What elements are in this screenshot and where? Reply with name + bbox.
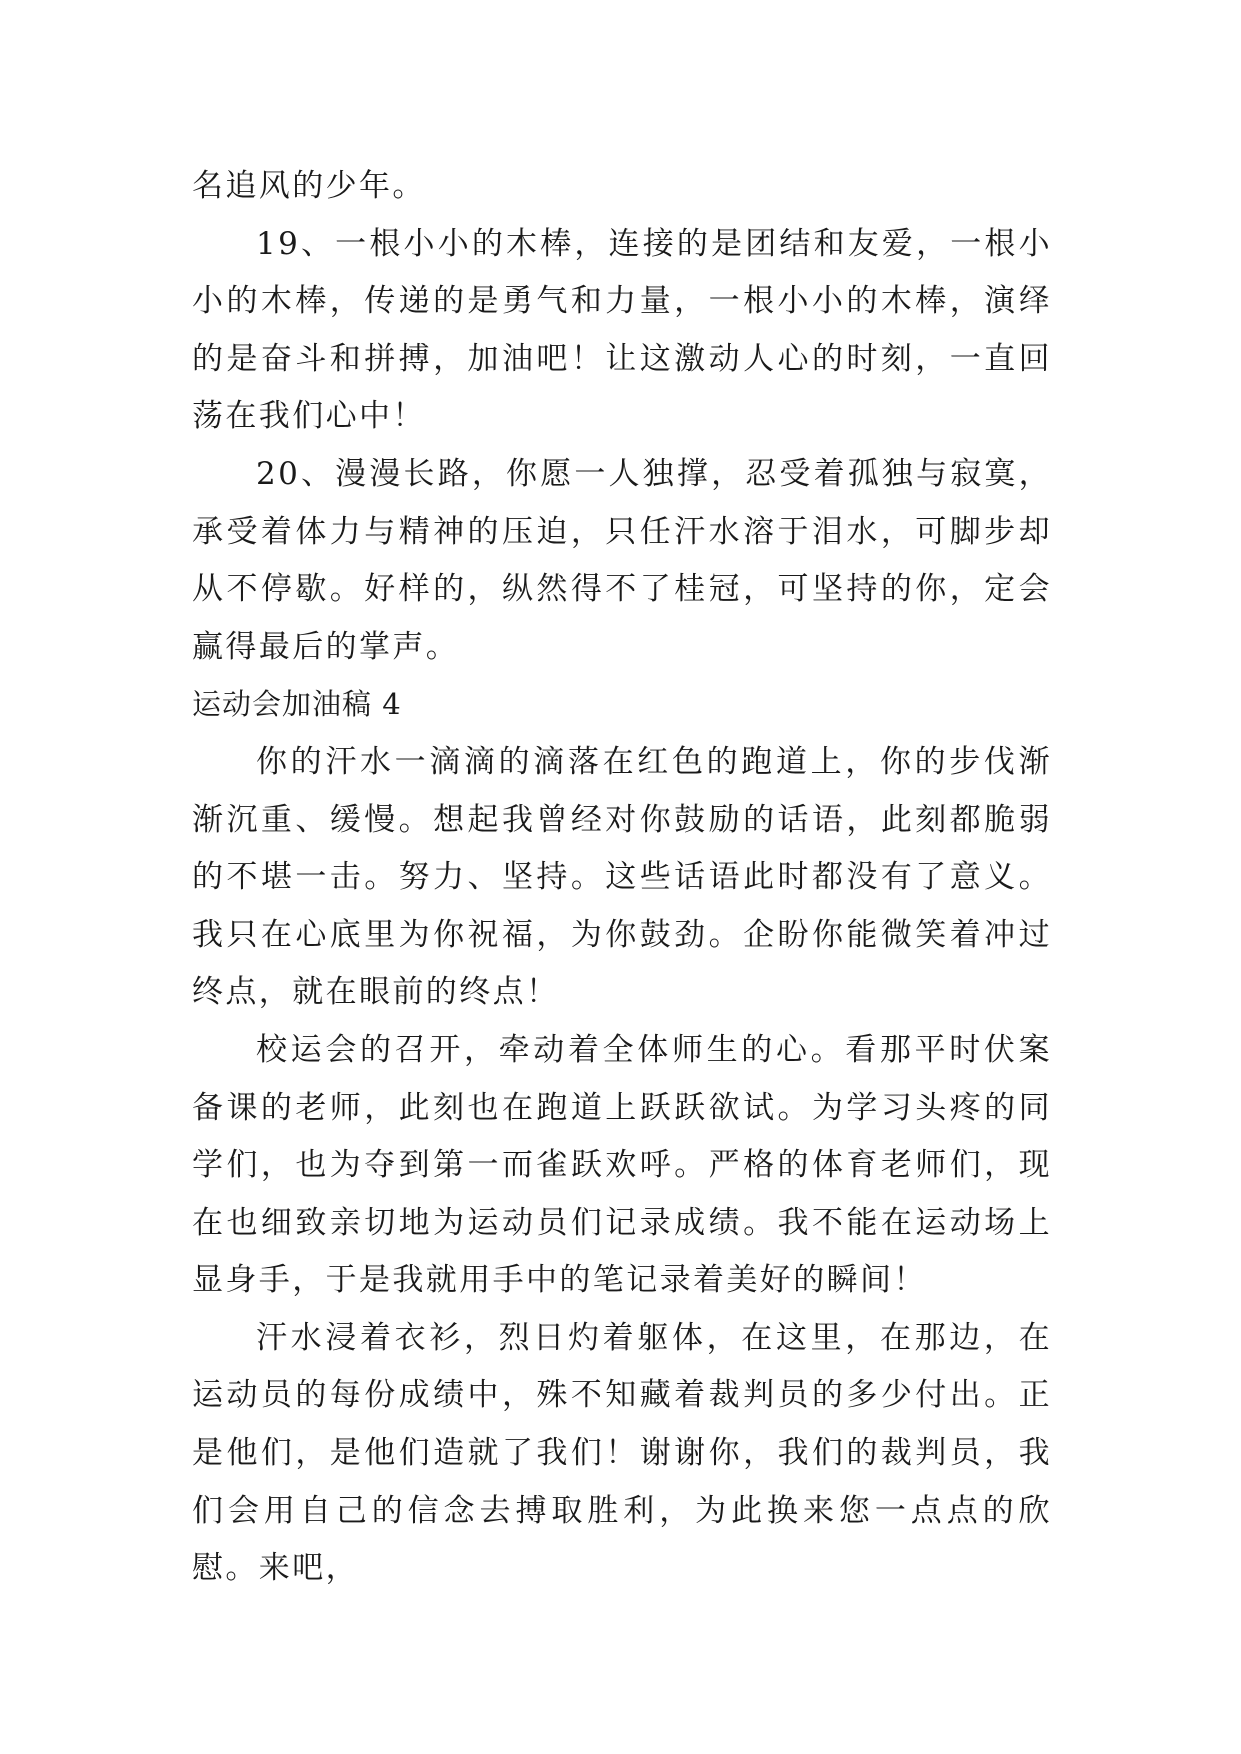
paragraph-item-19: 19、一根小小的木棒，连接的是团结和友爱，一根小小的木棒，传递的是勇气和力量，一根小小的木棒，演绎的是奋斗和拼搏，加油吧！让这激动人心的时刻，一直回荡在我们心中！: [192, 225, 1052, 435]
document-body: [192, 158, 1052, 1598]
paragraph-body-3: 汗水浸着衣衫，烈日灼着躯体，在这里，在那边，在运动员的每份成绩中，殊不知藏着裁判员的多少付出。正是他们，是他们造就了我们！谢谢你，我们的裁判员，我们会用自己的信念去搏取胜利，为此换来您一点点的欣慰。来吧，: [192, 1319, 1052, 1587]
section-heading: 运动会加油稿 4: [192, 687, 402, 722]
paragraph-body-1: 你的汗水一滴滴的滴落在红色的跑道上，你的步伐渐渐沉重、缓慢。想起我曾经对你鼓励的话语，此刻都脆弱的不堪一击。努力、坚持。这些话语此时都没有了意义。我只在心底里为你祝福，为你鼓劲。企盼你能微笑着冲过终点，就在眼前的终点！: [192, 743, 1052, 1011]
paragraph-body-2: 校运会的召开，牵动着全体师生的心。看那平时伏案备课的老师，此刻也在跑道上跃跃欲试。为学习头疼的同学们，也为夺到第一而雀跃欢呼。严格的体育老师们，现在也细致亲切地为运动员们记录成绩。我不能在运动场上显身手，于是我就用手中的笔记录着美好的瞬间！: [192, 1031, 1052, 1299]
paragraph-item-20: 20、漫漫长路，你愿一人独撑，忍受着孤独与寂寞，承受着体力与精神的压迫，只任汗水溶于泪水，可脚步却从不停歇。好样的，纵然得不了桂冠，可坚持的你，定会赢得最后的掌声。: [192, 455, 1052, 665]
paragraph-continuation: 名追风的少年。: [192, 168, 426, 204]
